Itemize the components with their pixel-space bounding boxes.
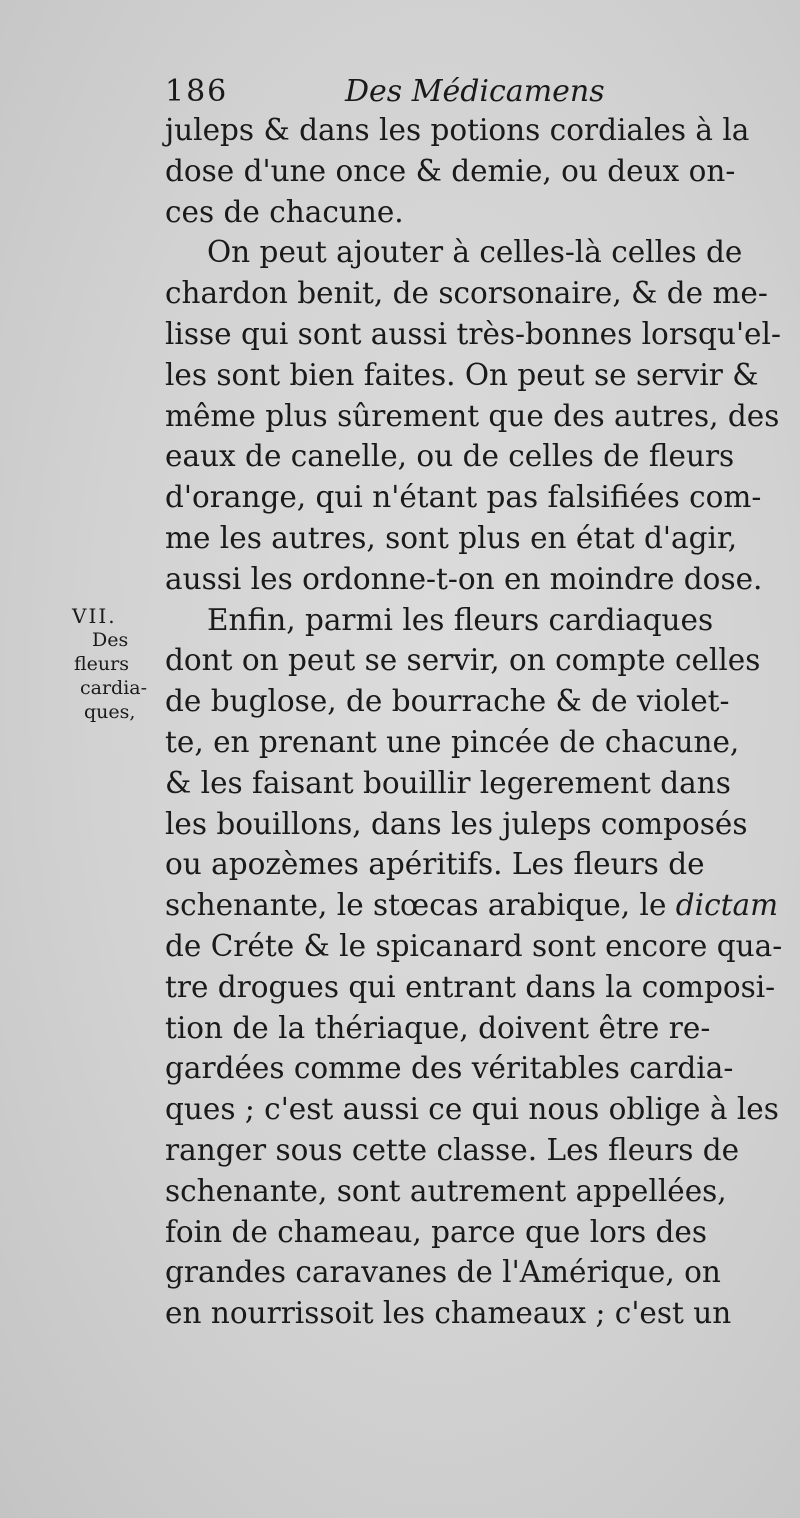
text-line-content: ques ; c'est aussi ce qui nous oblige à les (165, 1092, 779, 1127)
text-line (165, 763, 765, 804)
text-line (165, 273, 768, 314)
text-line (165, 396, 780, 437)
text-line-content: les bouillons, dans les juleps composés (165, 806, 748, 841)
text-line-content: lisse qui sont aussi très-bonnes lorsqu'el- (165, 316, 781, 351)
margin-note-line: Des (92, 629, 129, 651)
text-line-content: & les faisant bouillir legerement dans (165, 765, 731, 800)
text-line-content: même plus sûrement que des autres, des (165, 398, 780, 433)
text-line (165, 1212, 765, 1253)
page-header (165, 70, 745, 114)
text-line (165, 681, 765, 722)
text-line-content: ranger sous cette classe. Les fleurs de (165, 1132, 740, 1167)
text-line (165, 1171, 765, 1212)
text-line (165, 600, 765, 641)
body-text (165, 110, 783, 1334)
text-line (165, 151, 765, 192)
margin-note (52, 604, 152, 724)
text-line-content: tion de la thériaque, doivent être re- (165, 1010, 711, 1045)
text-line-content: aussi les ordonne-t-on en moindre dose. (165, 561, 763, 596)
text-line (165, 477, 765, 518)
text-line-content: chardon benit, de scorsonaire, & de me- (165, 276, 768, 311)
text-line (165, 559, 765, 600)
text-line-content: me les autres, sont plus en état d'agir, (165, 520, 738, 555)
text-line (165, 1048, 765, 1089)
text-line-content: de buglose, de bourrache & de violet- (165, 684, 730, 719)
text-line (165, 967, 776, 1008)
text-line (165, 885, 779, 926)
text-line (165, 1293, 765, 1334)
text-line-content: d'orange, qui n'étant pas falsifiées com- (165, 480, 762, 515)
text-line (165, 804, 765, 845)
text-line-content: ou apozèmes apéritifs. Les fleurs de (165, 847, 705, 882)
text-line-content: grandes caravanes de l'Amérique, on (165, 1255, 721, 1290)
text-line-content: dose d'une once & demie, ou deux on- (165, 153, 736, 188)
text-line-content: en nourrissoit les chameaux ; c'est un (165, 1296, 732, 1331)
text-line-content: foin de chameau, parce que lors des (165, 1214, 708, 1249)
running-head: Des Médicamens (345, 74, 605, 109)
text-line (165, 722, 765, 763)
text-line (165, 232, 765, 273)
text-line-content: Enfin, parmi les fleurs cardiaques (207, 602, 714, 637)
text-line (165, 110, 765, 151)
text-line (165, 1008, 765, 1049)
margin-note-line: cardia- (80, 677, 148, 699)
text-line-content: dont on peut se servir, on compte celles (165, 643, 761, 678)
text-line-content: te, en prenant une pincée de chacune, (165, 724, 740, 759)
text-line-content: ces de chacune. (165, 194, 404, 229)
text-line-content: les sont bien faites. On peut se servir & (165, 357, 759, 392)
text-line (165, 640, 765, 681)
italic-term: dictam (675, 888, 779, 923)
text-line (165, 1252, 765, 1293)
text-line (165, 192, 765, 233)
text-line-content: de Créte & le spicanard sont encore qua- (165, 928, 783, 963)
text-line-content: schenante, sont autrement appellées, (165, 1173, 727, 1208)
text-line (165, 844, 765, 885)
text-line (165, 1130, 765, 1171)
margin-note-line: fleurs (74, 653, 129, 675)
margin-note-line: ques, (84, 701, 136, 723)
text-line (165, 1089, 779, 1130)
text-line (165, 355, 765, 396)
text-line (165, 518, 765, 559)
text-line-content: On peut ajouter à celles-là celles de (207, 235, 743, 270)
text-line-content: tre drogues qui entrant dans la composi- (165, 969, 776, 1004)
text-line-content: juleps & dans les potions cordiales à la (165, 113, 750, 147)
text-line-content: schenante, le stœcas arabique, le (165, 888, 676, 923)
text-line-content: eaux de canelle, ou de celles de fleurs (165, 439, 735, 474)
text-line (165, 436, 765, 477)
text-line (165, 314, 781, 355)
text-line (165, 926, 783, 967)
margin-note-line: VII. (72, 604, 117, 628)
page-number: 186 (165, 74, 229, 109)
text-line-content: gardées comme des véritables cardia- (165, 1051, 734, 1086)
